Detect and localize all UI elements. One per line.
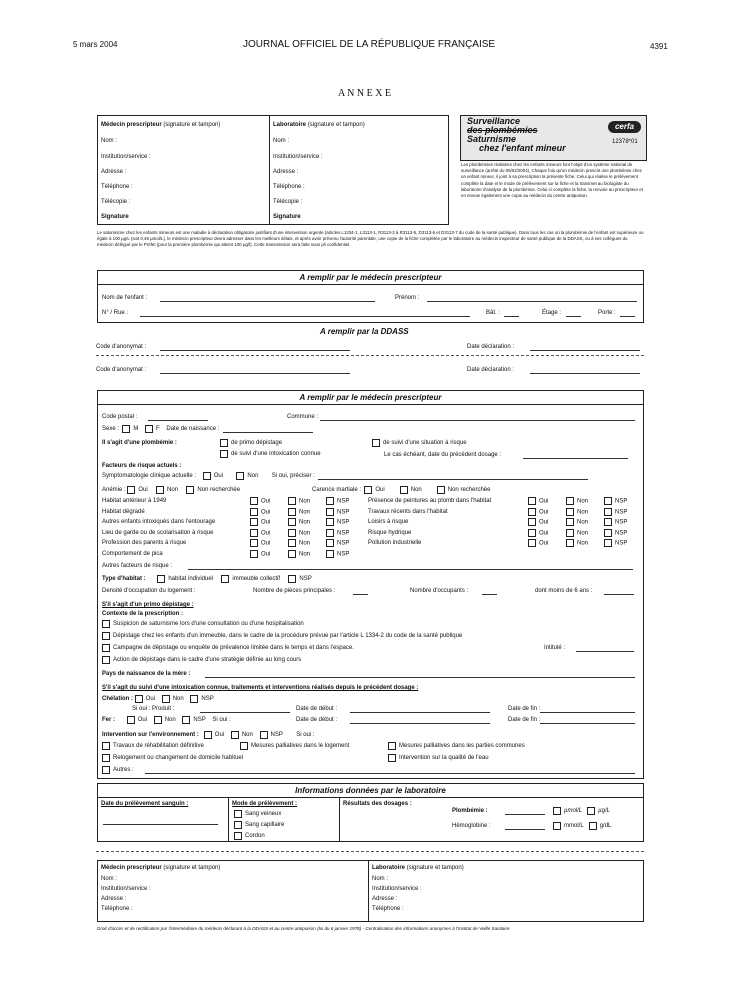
risk-left-non-option (288, 539, 326, 548)
bottom-cut-line (96, 851, 644, 852)
bottom-medecin-title: Médecin prescripteur (signature et tampon) (101, 865, 221, 871)
risk-left-non-option (288, 497, 326, 506)
bottom-labo-title: Laboratoire (signature et tampon) (372, 865, 464, 871)
suivi-risque-option: de suivi d'une situation à risque (372, 439, 467, 447)
bat-label: Bât. : (486, 310, 501, 316)
date-declaration-label-1: Date déclaration : (467, 344, 515, 350)
intitule-field[interactable] (576, 645, 634, 652)
prenom-label: Prénom : (395, 295, 420, 301)
risk-left-oui-option (250, 518, 288, 527)
risk-left-oui-checkbox[interactable] (250, 550, 258, 558)
risk-right-nsp-checkbox[interactable] (604, 508, 612, 516)
env-oui-checkbox[interactable] (204, 731, 212, 739)
risk-left-oui-option (250, 539, 288, 548)
symptomatologie-row: Symptomatologie clinique actuelle : Oui Non Si oui, préciser : (102, 472, 588, 480)
rue-field[interactable] (140, 310, 470, 317)
anemie-non-checkbox[interactable] (156, 486, 164, 494)
code-anonymat-field-1[interactable] (160, 344, 350, 351)
bottom-labo-institution: Institution/service : (372, 886, 422, 892)
chelation-debut-label: Date de début : (296, 706, 338, 712)
produit-label: Si oui : Produit : (132, 706, 175, 712)
risk-right-nsp-text: NSP (615, 509, 628, 516)
gdl-checkbox[interactable] (589, 822, 597, 830)
hemoglobine-label: Hémoglobine : (452, 823, 491, 829)
chelation-nsp-checkbox[interactable] (190, 695, 198, 703)
risk-right-non-text: Non (577, 498, 589, 505)
risk-right-oui-checkbox[interactable] (528, 529, 536, 537)
risk-left-oui-checkbox[interactable] (250, 508, 258, 516)
annexe-title: A N N E X E (338, 88, 392, 99)
risk-right-non-option (566, 529, 604, 538)
env-item-3-checkbox[interactable] (388, 742, 396, 750)
risk-right-label: Pollution industrielle (368, 540, 422, 547)
risk-left-oui-text: Oui (261, 530, 271, 537)
nom-enfant-field[interactable] (160, 295, 375, 302)
chelation-fin-field[interactable] (540, 706, 635, 713)
risk-left-non-checkbox[interactable] (288, 550, 296, 558)
contexte-4-checkbox[interactable] (102, 656, 110, 664)
cut-line (96, 355, 644, 356)
footer-note: Droit d'accès et de rectification par l'intermédiaire du médecin déclarant à la DDASS et au centre antipoison (loi du 6 janvier 1978) - Centralisation des informations anonymes à l'Institut de Veille Sanitaire (97, 926, 510, 931)
risk-right-non-checkbox[interactable] (566, 539, 574, 547)
code-postal-field[interactable] (148, 414, 208, 421)
contexte-title: Contexte de la prescription : (102, 611, 184, 617)
sang-veineux-checkbox[interactable] (234, 810, 242, 818)
sexe-m-checkbox[interactable] (122, 425, 130, 433)
medecin-nom: Nom : (101, 138, 118, 144)
risk-left-row (102, 518, 364, 527)
risk-right-oui-option (528, 508, 566, 517)
precedent-field[interactable] (523, 452, 628, 459)
env-item-5-checkbox[interactable] (388, 754, 396, 762)
mode-prelevement-label: Mode de prélèvement : (232, 801, 298, 807)
umol-checkbox[interactable] (553, 807, 561, 815)
risk-right-label: Travaux récents dans l'habitat (368, 508, 448, 515)
moins-6-field[interactable] (604, 588, 634, 595)
contexte-item-3: Campagne de dépistage ou enquête de prévalence limitée dans le temps et dans l'espace. (102, 644, 354, 652)
risk-right-non-text: Non (577, 540, 589, 547)
risk-left-label: Comportement de pica (102, 550, 163, 557)
section1-box (97, 284, 644, 323)
risk-left-non-checkbox[interactable] (288, 539, 296, 547)
env-item-5: Intervention sur la qualité de l'eau (388, 754, 489, 762)
risk-right-row (368, 508, 642, 517)
risk-left-nsp-checkbox[interactable] (326, 508, 334, 516)
risk-left-nsp-option (326, 497, 364, 506)
risk-right-non-text: Non (577, 519, 589, 526)
chelation-debut-field[interactable] (350, 706, 490, 713)
code-anonymat-label-1: Code d'anonymat : (96, 344, 147, 350)
contexte-1-checkbox[interactable] (102, 620, 110, 628)
chelation-fin-label: Date de fin : (508, 706, 541, 712)
env-item-2-checkbox[interactable] (240, 742, 248, 750)
risk-left-oui-checkbox[interactable] (250, 518, 258, 526)
risk-right-oui-text: Oui (539, 509, 549, 516)
commune-field[interactable] (320, 414, 635, 421)
risk-left-non-checkbox[interactable] (288, 508, 296, 516)
risk-left-nsp-option (326, 508, 364, 517)
sympto-non-checkbox[interactable] (236, 472, 244, 480)
medecin-institution: Institution/service : (101, 154, 151, 160)
suivi-intox-checkbox[interactable] (220, 450, 228, 458)
risk-left-nsp-text: NSP (337, 530, 350, 537)
risk-right-nsp-checkbox[interactable] (604, 518, 612, 526)
risk-right-non-checkbox[interactable] (566, 497, 574, 505)
labo-telecopie: Télécopie : (273, 199, 303, 205)
risk-left-nsp-option (326, 550, 364, 559)
bottom-medecin-institution: Institution/service : (101, 886, 151, 892)
hemoglobine-field[interactable] (505, 823, 545, 830)
env-item-1: Travaux de réhabilitation définitive (102, 742, 204, 750)
densite-label: Densité d'occupation du logement : (102, 588, 196, 594)
risk-right-oui-checkbox[interactable] (528, 508, 536, 516)
contexte-item-2: Dépistage chez les enfants d'un immeuble, dans le cadre de la procédure prévue par l'article L 1334-2 du code de la santé publique (102, 632, 462, 640)
sexe-m-label: M (133, 426, 139, 432)
risk-right-oui-option (528, 529, 566, 538)
risk-right-nsp-text: NSP (615, 519, 628, 526)
risk-left-nsp-text: NSP (337, 519, 350, 526)
risk-left-row (102, 497, 364, 506)
risk-left-non-text: Non (299, 519, 311, 526)
risk-left-non-option (288, 529, 326, 538)
nb-occupants-field[interactable] (482, 588, 497, 595)
risk-right-oui-option (528, 539, 566, 548)
plombemie-result-label: Plombémie : (452, 808, 488, 814)
risk-right-non-option (566, 508, 604, 517)
risk-right-non-text: Non (577, 509, 589, 516)
risk-left-non-text: Non (299, 540, 311, 547)
risk-left-oui-option (250, 508, 288, 517)
risk-left-oui-text: Oui (261, 509, 271, 516)
contexte-item-1: Suspicion de saturnisme lors d'une consultation ou d'une hospitalisation (102, 620, 304, 628)
risk-left-oui-checkbox[interactable] (250, 539, 258, 547)
risk-right-oui-text: Oui (539, 540, 549, 547)
mode-capillaire: Sang capillaire (234, 821, 284, 829)
produit-field[interactable] (200, 706, 290, 713)
risk-right-row (368, 518, 642, 527)
risk-right-oui-option (528, 518, 566, 527)
risk-left-non-text: Non (299, 551, 311, 558)
fer-fin-field[interactable] (540, 717, 635, 724)
risk-right-non-option (566, 497, 604, 506)
risk-left-non-text: Non (299, 530, 311, 537)
contexte-3-checkbox[interactable] (102, 644, 110, 652)
labo-nom: Nom : (273, 138, 290, 144)
autres-facteurs-field[interactable] (188, 563, 633, 570)
pays-mere-label: Pays de naissance de la mère : (102, 671, 191, 677)
suivi-risque-checkbox[interactable] (372, 439, 380, 447)
risk-right-nsp-checkbox[interactable] (604, 529, 612, 537)
risk-left-label: Profession des parents à risque (102, 540, 187, 547)
bottom-labo-nom: Nom : (372, 876, 389, 882)
habitat-individuel-checkbox[interactable] (157, 575, 165, 583)
date-declaration-label-2: Date déclaration : (467, 367, 515, 373)
mode-veineux: Sang veineux (234, 810, 281, 818)
bottom-medecin-adresse: Adresse : (101, 896, 127, 902)
fer-fin-label: Date de fin : (508, 717, 541, 723)
journal-title: JOURNAL OFFICIEL DE LA RÉPUBLIQUE FRANÇAISE (243, 39, 496, 50)
risk-left-oui-text: Oui (261, 551, 271, 558)
contexte-item-4: Action de dépistage dans le cadre d'une stratégie définie au long cours (102, 656, 301, 664)
risk-left-nsp-checkbox[interactable] (326, 497, 334, 505)
risk-left-nsp-text: NSP (337, 498, 350, 505)
risk-left-nsp-checkbox[interactable] (326, 539, 334, 547)
risk-left-nsp-checkbox[interactable] (326, 529, 334, 537)
risk-right-non-checkbox[interactable] (566, 508, 574, 516)
risk-left-oui-checkbox[interactable] (250, 529, 258, 537)
bottom-labo-telephone: Téléphone : (372, 906, 404, 912)
risk-left-non-checkbox[interactable] (288, 518, 296, 526)
suivi-intox-option: de suivi d'une intoxication connue (220, 450, 321, 458)
section4-banner: Informations données par le laboratoire (97, 783, 644, 798)
header-date: 5 mars 2004 (73, 40, 118, 49)
medecin-title: Médecin prescripteur (signature et tampon) (101, 122, 221, 128)
risk-right-label: Loisirs à risque (368, 519, 409, 526)
risk-right-oui-checkbox[interactable] (528, 518, 536, 526)
fer-debut-field[interactable] (350, 717, 490, 724)
env-item-1-checkbox[interactable] (102, 742, 110, 750)
risk-right-non-checkbox[interactable] (566, 529, 574, 537)
cerfa-number: 12378*01 (612, 139, 638, 145)
risk-right-row (368, 529, 642, 538)
primo-title: S'il s'agit d'un primo dépistage : (102, 602, 194, 608)
code-anonymat-label-2: Code d'anonymat : (96, 367, 147, 373)
risk-right-nsp-option (604, 497, 642, 506)
env-item-6-checkbox[interactable] (102, 766, 110, 774)
section3-banner: A remplir par le médecin prescripteur (97, 390, 644, 405)
pays-mere-field[interactable] (205, 671, 635, 678)
risk-right-non-text: Non (577, 530, 589, 537)
habitat-nsp-checkbox[interactable] (288, 575, 296, 583)
chelation-non-checkbox[interactable] (162, 695, 170, 703)
anemie-oui-checkbox[interactable] (127, 486, 135, 494)
risk-left-nsp-option (326, 518, 364, 527)
env-item-3: Mesures palliatives dans les parties communes (388, 742, 525, 750)
date-naissance-label: Date de naissance : (166, 426, 220, 432)
chelation-row: Chélation : Oui Non NSP (102, 696, 214, 702)
nb-occupants-label: Nombre d'occupants : (410, 588, 469, 594)
cerfa-title: Surveillance des plombémies Saturnisme chez l'enfant mineur (467, 116, 566, 153)
date-declaration-field-1[interactable] (530, 344, 640, 351)
risk-left-oui-option (250, 550, 288, 559)
risk-left-oui-text: Oui (261, 540, 271, 547)
risk-right-nsp-option (604, 508, 642, 517)
plombemie-result-field[interactable] (505, 808, 545, 815)
bat-field[interactable] (504, 310, 519, 317)
risk-left-nsp-checkbox[interactable] (326, 550, 334, 558)
risk-right-nsp-checkbox[interactable] (604, 539, 612, 547)
fer-nsp-checkbox[interactable] (182, 716, 190, 724)
medecin-telephone: Téléphone : (101, 184, 133, 190)
labo-title: Laboratoire (signature et tampon) (273, 122, 365, 128)
sexe-f-label: F (156, 426, 160, 432)
labo-adresse: Adresse : (273, 169, 299, 175)
risk-right-oui-text: Oui (539, 530, 549, 537)
hemoglobine-units: mmol/L g/dL (553, 822, 611, 830)
medecin-signature: Signature (101, 214, 129, 220)
sympto-oui-checkbox[interactable] (203, 472, 211, 480)
fer-non-checkbox[interactable] (154, 716, 162, 724)
env-row: Intervention sur l'environnement : Oui Non NSP Si oui : (102, 732, 315, 738)
medecin-adresse: Adresse : (101, 169, 127, 175)
risk-right-nsp-option (604, 529, 642, 538)
env-item-4-checkbox[interactable] (102, 754, 110, 762)
code-postal-label: Code postal : (102, 414, 138, 420)
risk-left-row (102, 550, 364, 559)
chelation-oui-checkbox[interactable] (135, 695, 143, 703)
risk-left-nsp-text: NSP (337, 551, 350, 558)
date-prelevement-field[interactable] (103, 818, 218, 825)
bottom-medecin-nom: Nom : (101, 876, 118, 882)
labo-institution: Institution/service : (273, 154, 323, 160)
risk-left-oui-text: Oui (261, 498, 271, 505)
env-nsp-checkbox[interactable] (260, 731, 268, 739)
risk-left-label: Habitat antérieur à 1949 (102, 498, 167, 505)
mode-cordon: Cordon (234, 832, 265, 840)
nb-pieces-field[interactable] (353, 588, 368, 595)
depistage-checkbox[interactable] (220, 439, 228, 447)
risk-left-nsp-text: NSP (337, 540, 350, 547)
suivi-title: S'il s'agit du suivi d'une intoxication connue, traitements et interventions réalisés depuis le précédent dosage : (102, 685, 419, 691)
risk-left-oui-option (250, 529, 288, 538)
risk-left-oui-text: Oui (261, 519, 271, 526)
risk-right-row (368, 497, 642, 506)
risk-left-non-option (288, 508, 326, 517)
risk-left-non-text: Non (299, 509, 311, 516)
risk-right-nsp-text: NSP (615, 498, 628, 505)
carence-nr-checkbox[interactable] (437, 486, 445, 494)
carence-oui-checkbox[interactable] (364, 486, 372, 494)
risk-left-row (102, 539, 364, 548)
porte-field[interactable] (620, 310, 635, 317)
risk-left-nsp-checkbox[interactable] (326, 518, 334, 526)
resultats-label: Résultats des dosages : (343, 801, 412, 807)
facteurs-title: Facteurs de risque actuels : (102, 463, 182, 469)
env-item-6: Autres : (102, 766, 134, 774)
fer-oui-checkbox[interactable] (127, 716, 135, 724)
cerfa-text: Les plombémies réalisées chez les enfants mineurs font l'objet d'un système national de surveillance (arrêté du 05/02/2004). Chaque fois qu'un médecin prescrit une plombémie chez un enfant mineur, il joint à sa prescription la présente fiche. Celui qui réalise le prélèvement complète la date et le mode de prélèvement sur la fiche et la transmet au biologiste du laboratoire d'analyse de la plombémie. Celui-ci complète la fiche, la renvoie au prescripteur et en envoie également une copie au médecin du centre antipoison. (461, 162, 643, 199)
risk-left-nsp-option (326, 539, 364, 548)
medecin-telecopie: Télécopie : (101, 199, 131, 205)
type-habitat-row: Type d'habitat : habitat individuel immeuble collectif NSP (102, 576, 312, 582)
risk-right-oui-text: Oui (539, 498, 549, 505)
nb-pieces-label: Nombre de pièces principales : (253, 588, 336, 594)
anemie-nr-checkbox[interactable] (186, 486, 194, 494)
risk-right-label: Risque hydrique (368, 529, 412, 536)
rue-label: N° / Rue : (102, 310, 129, 316)
plombemie-question: Il s'agit d'une plombémie : (102, 440, 177, 446)
risk-right-label: Présence de peintures au plomb dans l'habitat (368, 498, 492, 505)
date-naissance-field[interactable] (223, 425, 313, 433)
bottom-labo-adresse: Adresse : (372, 896, 398, 902)
immeuble-collectif-checkbox[interactable] (221, 575, 229, 583)
cordon-checkbox[interactable] (234, 832, 242, 840)
risk-right-non-option (566, 518, 604, 527)
sympto-preciser-field[interactable] (318, 472, 588, 480)
date-declaration-field-2[interactable] (530, 367, 640, 374)
risk-left-oui-checkbox[interactable] (250, 497, 258, 505)
risk-right-nsp-text: NSP (615, 530, 628, 537)
env-autres-field[interactable] (145, 767, 635, 774)
risk-left-label: Lieu de garde ou de scolarisation à risque (102, 529, 214, 536)
bottom-medecin-telephone: Téléphone : (101, 906, 133, 912)
plombemie-units: µmol/L µg/L (553, 807, 610, 815)
env-non-checkbox[interactable] (231, 731, 239, 739)
risk-right-nsp-option (604, 539, 642, 548)
risk-right-oui-checkbox[interactable] (528, 539, 536, 547)
risk-left-non-text: Non (299, 498, 311, 505)
anemie-row: Anémie : Oui Non Non recherchée (102, 487, 241, 493)
depistage-option: de primo dépistage (220, 439, 282, 447)
sexe-f-checkbox[interactable] (145, 425, 153, 433)
porte-label: Porte : (598, 310, 616, 316)
precedent-label: Le cas échéant, date du précédent dosage : (384, 452, 502, 458)
risk-right-nsp-checkbox[interactable] (604, 497, 612, 505)
risk-left-label: Autres enfants intoxiqués dans l'entourage (102, 519, 216, 526)
cerfa-logo: cerfa (608, 121, 641, 133)
autres-facteurs-label: Autres facteurs de risque : (102, 563, 173, 569)
date-prelevement-label: Date du prélèvement sanguin : (101, 801, 189, 807)
risk-right-oui-text: Oui (539, 519, 549, 526)
risk-right-nsp-option (604, 518, 642, 527)
ugl-checkbox[interactable] (587, 807, 595, 815)
page-number: 4391 (650, 42, 668, 51)
section2-title: A remplir par la DDASS (320, 327, 409, 336)
env-item-2: Mesures palliatives dans le logement (240, 742, 349, 750)
etage-field[interactable] (566, 310, 581, 317)
commune-label: Commune : (287, 414, 319, 420)
labo-telephone: Téléphone : (273, 184, 305, 190)
code-anonymat-field-2[interactable] (160, 367, 350, 374)
intitule-label: Intitulé : (544, 645, 566, 651)
etage-label: Étage : (542, 310, 562, 316)
risk-left-non-checkbox[interactable] (288, 497, 296, 505)
carence-non-checkbox[interactable] (400, 486, 408, 494)
risk-right-non-option (566, 539, 604, 548)
risk-left-nsp-option (326, 529, 364, 538)
risk-left-oui-option (250, 497, 288, 506)
section1-banner: A remplir par le médecin prescripteur (97, 270, 644, 285)
mmol-checkbox[interactable] (553, 822, 561, 830)
legal-notice: Le saturnisme chez les enfants mineurs est une maladie à déclaration obligatoire justifiant d'une intervention urgente (articles L1334-1, L3113-1, R3113-2 à R3113-5, D3113-6 et D3113-7 du code de la santé publique). Dans tous les cas où la plombémie de l'enfant est supérieure ou égale à 100 µg/L (soit 0,48 µmol/L), le médecin prescripteur devra adresser dans les meilleurs délais, et après avoir prévenu l'autorité parentale, une copie de la fiche complétée par le laboratoire au médecin inspecteur de santé publique de la DDASS, ou à ses collègues du médecin délégué par le Préfet (pour la première plombémie qui atteint 100 µg/l). Cette transmission sera faite sous pli confidentiel. (97, 230, 644, 248)
fer-row: Fer : Oui Non NSP Si oui : (102, 717, 231, 723)
sexe-label: Sexe : (102, 426, 120, 432)
risk-right-nsp-text: NSP (615, 540, 628, 547)
contexte-2-checkbox[interactable] (102, 632, 110, 640)
prenom-field[interactable] (427, 295, 637, 302)
moins-6-label: dont moins de 6 ans : (535, 588, 593, 594)
fer-debut-label: Date de début : (296, 717, 338, 723)
risk-right-non-checkbox[interactable] (566, 518, 574, 526)
nom-enfant-label: Nom de l'enfant : (102, 295, 148, 301)
labo-signature: Signature (273, 214, 301, 220)
carence-row: Carence martiale : Oui Non Non recherchée (312, 487, 491, 493)
sang-capillaire-checkbox[interactable] (234, 821, 242, 829)
env-item-4: Relogement ou changement de domicile habituel (102, 754, 243, 762)
risk-left-non-option (288, 550, 326, 559)
risk-right-row (368, 539, 642, 548)
risk-right-oui-checkbox[interactable] (528, 497, 536, 505)
risk-right-oui-option (528, 497, 566, 506)
risk-left-row (102, 508, 364, 517)
sexe-row (102, 425, 313, 433)
risk-left-label: Habitat dégradé (102, 508, 145, 515)
risk-left-row (102, 529, 364, 538)
risk-left-nsp-text: NSP (337, 509, 350, 516)
risk-left-non-option (288, 518, 326, 527)
risk-left-non-checkbox[interactable] (288, 529, 296, 537)
